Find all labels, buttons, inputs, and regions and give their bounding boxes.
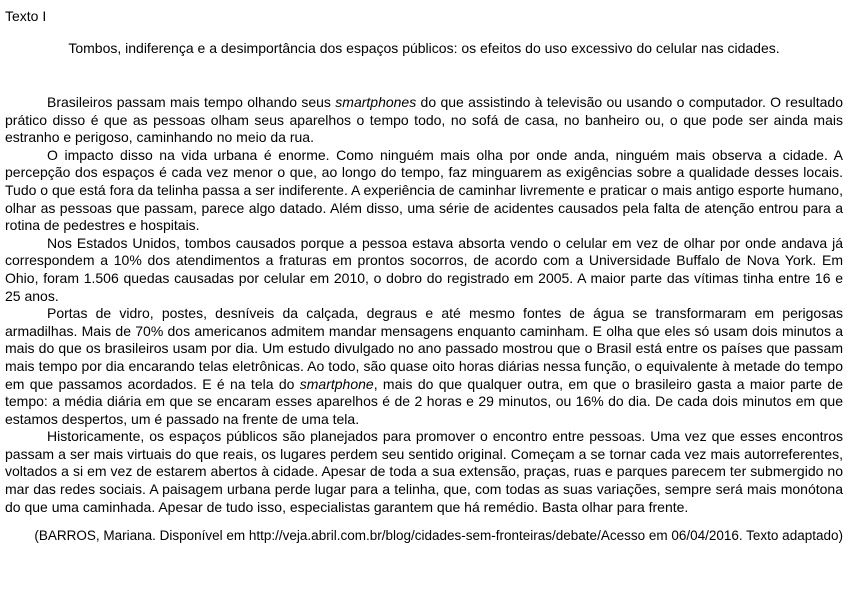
paragraph-3: Nos Estados Unidos, tombos causados porque a pessoa estava absorta vendo o celular em vez de olhar por onde andava já correspondem a 10% dos atendimentos a fraturas em prontos socorros, de acordo com a Universidade Buffalo de Nova York. Em Ohio, foram 1.506 quedas causadas por celular em 2010, o dobro do registrado em 2005. A maior parte das vítimas tinha entre 16 e 25 anos. (5, 234, 843, 304)
paragraph-5: Historicamente, os espaços públicos são planejados para promover o encontro entre pessoas. Uma vez que esses encontros passam a ser mais virtuais do que reais, os lugares perdem seu sentido original. Começam a se tornar cada vez mais autorreferentes, voltados a si em vez de estarem abertos à cidade. Apesar de toda a sua extensão, praças, ruas e parques parecem ter submergido no mar das redes sociais. A paisagem urbana perde lugar para a telinha, que, com todas as suas variações, sempre será mais monótona do que uma caminhada. Apesar de tudo isso, especialistas garantem que há remédio. Basta olhar para frente. (5, 428, 843, 515)
paragraph-2: O impacto disso na vida urbana é enorme. Como ninguém mais olha por onde anda, ninguém mais observa a cidade. A percepção dos espaços é cada vez menor o que, ao longo do tempo, faz minguarem as exigências sobre a qualidade desses locais. Tudo o que está fora da telinha passa a ser indiferente. A experiência de caminhar livremente e praticar o mais antigo esporte humano, olhar as pessoas que passam, parece algo datado. Além disso, uma série de acidentes causados pela falta de atenção entrou para a rotina de pedestres e hospitais. (5, 146, 843, 234)
italic-term-smartphones: smartphones (335, 94, 417, 110)
paragraph-4-text-continued: , mais do que qualquer outra, em que o brasileiro gasta a maior parte de tempo: a média diária em que se encaram esses aparelhos é de 2 horas e 29 minutos, ou 16% do dia. De cada dois minutos em que estamos despertos, um é passado na frente de uma tela. (5, 375, 844, 427)
paragraph-1-text-continued: do que assistindo à televisão ou usando o computador. O resultado prático disso é que as pessoas olham seus aparelhos o tempo todo, no sofá de casa, no banheiro ou, o que pode ser ainda mais estranho e perigoso, caminhando no meio da rua. (5, 94, 843, 146)
document-body (5, 94, 843, 516)
italic-term-smartphone: smartphone (299, 375, 374, 392)
paragraph-1-text: Brasileiros passam mais tempo olhando seus (47, 94, 336, 110)
document-title: Tombos, indiferença e a desimportância dos espaços públicos: os efeitos do uso excessivo do celular nas cidades. (68, 40, 780, 56)
document-label: Texto I (5, 8, 47, 24)
paragraph-4 (5, 305, 843, 428)
citation: (BARROS, Mariana. Disponível em http://veja.abril.com.br/blog/cidades-sem-fronteiras/debate/Acesso em 06/04/2016. Texto adaptado) (34, 528, 843, 544)
paragraph-4-text: Portas de vidro, postes, desníveis da calçada, degraus e até mesmo fontes de água se transformaram em perigosas armadilhas. Mais de 70% dos americanos admitem mandar mensagens enquanto caminham. E olha que eles só usam dois minutos a mais do que os brasileiros usam por dia. Um estudo divulgado no ano passado mostrou que o Brasil está entre os países que passam mais tempo por dia encarando telas eletrônicas. Ao todo, são quase oito horas diárias nessa função, o equivalente à metade do tempo em que passamos acordados. E é na tela do (5, 305, 843, 392)
paragraph-1 (5, 94, 843, 147)
